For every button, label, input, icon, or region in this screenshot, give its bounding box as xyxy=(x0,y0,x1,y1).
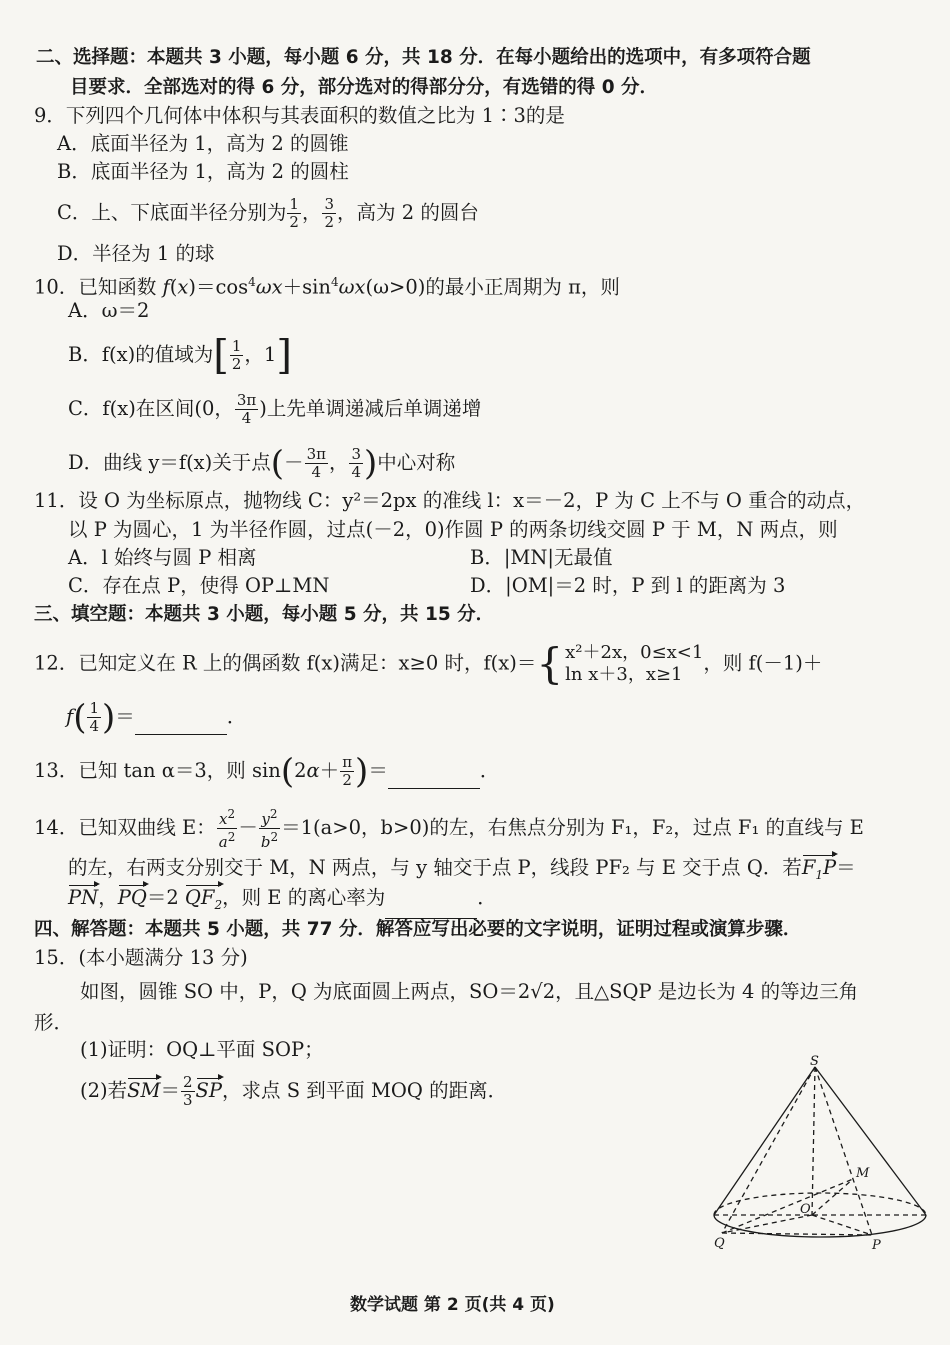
q15-stem-l2: 形． xyxy=(34,1011,74,1034)
q10-stem: 10．已知函数 $f(x)=\cos^4\omega x+\sin^4\omega x(\omega>0)$的最小正周期为 π，则 xyxy=(34,275,620,299)
base-back-arc xyxy=(714,1193,926,1215)
q14-l2-text: 的左，右两支分别交于 M，N 两点，与 y 轴交于点 P，线段 PF₂ 与 E 交于点 Q．若 xyxy=(68,856,802,879)
q12-pre: 12．已知定义在 R 上的偶函数 f(x)满足：x≥0 时，f(x)＝ xyxy=(34,651,537,675)
generator-right xyxy=(815,1067,926,1215)
q13-answer-blank[interactable] xyxy=(388,768,480,789)
q14-l1-post: ＝1(a>0，b>0)的左，右焦点分别为 F₁，F₂，过点 F₁ 的直线与 E xyxy=(281,816,864,839)
q9-stem: 9．下列四个几何体中体积与其表面积的数值之比为 1∶3的是 xyxy=(34,104,565,127)
seg-om xyxy=(812,1179,853,1215)
q10-option-b: B．f(x)的值域为[ $\frac{1}{2}$ ，1] xyxy=(68,332,292,379)
label-o: O xyxy=(800,1202,811,1217)
q14-stem-l2: 的左，右两支分别交于 M，N 两点，与 y 轴交于点 P，线段 PF₂ 与 E 交于点 Q．若$F_1P=$ xyxy=(68,854,856,889)
cone-figure xyxy=(700,1055,940,1255)
q9-option-a: A．底面半径为 1，高为 2 的圆锥 xyxy=(57,132,349,155)
q11-option-b: B．|MN|无最值 xyxy=(470,546,613,569)
page-footer: 数学试题 第 2 页(共 4 页) xyxy=(350,1295,555,1315)
q14-stem-l1: 14．已知双曲线 E： $\frac{x^2}{a^2}$ － $\frac{y^2}{b^2}$ ＝1(a>0，b>0)的左，右焦点分别为 F₁，F₂，过点 F₁ 的直线与 E xyxy=(34,807,864,851)
edge-sp xyxy=(815,1067,872,1235)
q12-case2: ln x＋3，x≥1 xyxy=(565,664,683,685)
label-q: Q xyxy=(714,1236,725,1251)
q9-c-text: C．上、下底面半径分别为 xyxy=(57,201,287,224)
q10-c-text: C．f(x)在区间(0， xyxy=(68,397,234,420)
q9-option-b: B．底面半径为 1，高为 2 的圆柱 xyxy=(57,160,349,183)
q14-l3-post: ，则 E 的离心率为 xyxy=(222,886,386,909)
q9-option-d: D．半径为 1 的球 xyxy=(57,242,215,265)
q13-pre: 13．已知 tan α＝3，则 sin xyxy=(34,759,281,782)
q15-p2-post: ，求点 S 到平面 MOQ 的距离． xyxy=(222,1079,508,1102)
q11-option-a: A．l 始终与圆 P 相离 xyxy=(68,546,257,569)
q10-stem-post: (ω>0)的最小正周期为 π，则 xyxy=(365,275,620,299)
q12-post: ，则 f(－1)＋ xyxy=(703,651,823,675)
seg-op xyxy=(812,1215,872,1235)
q14-stem-l3: PN，PQ＝2 $QF_2$，则 E 的离心率为 ． xyxy=(68,884,497,919)
q10-option-a: A．ω＝2 xyxy=(68,299,150,322)
q10-option-d: D．曲线 y＝f(x)关于点(－ $\frac{3\pi}{4}$ ， $\frac{3}{4}$ )中心对称 xyxy=(68,443,456,484)
base-front-arc xyxy=(714,1215,926,1237)
q9-option-c: C．上、下底面半径分别为 $\frac{1}{2}$ ， $\frac{3}{2}$ ，高为 2 的圆台 xyxy=(57,195,479,231)
seg-oq xyxy=(722,1215,812,1233)
q15-title: 15．(本小题满分 13 分) xyxy=(34,946,248,969)
section2-heading: 二、选择题：本题共 3 小题，每小题 6 分，共 18 分．在每小题给出的选项中，有多项符合题 xyxy=(36,47,811,68)
q15-stem-l1: 如图，圆锥 SO 中，P，Q 为底面圆上两点，SO＝2√2，且△SQP 是边长为 4 的等边三角 xyxy=(80,980,859,1003)
q10-d-tail: 中心对称 xyxy=(377,451,456,474)
q11-stem-l1: 11．设 O 为坐标原点，抛物线 C：y²＝2px 的准线 l：x＝－2，P 为 C 上不与 O 重合的动点， xyxy=(34,489,866,512)
section2-heading-cont: 目要求．全部选对的得 6 分，部分选对的得部分分，有选错的得 0 分． xyxy=(70,77,659,98)
q10-c-tail: )上先单调递减后单调递增 xyxy=(259,397,482,420)
q12-stem: 12．已知定义在 R 上的偶函数 f(x)满足：x≥0 时，f(x)＝{ x²＋2x，0≤x<1 ln x＋3，x≥1 ，则 f(－1)＋ xyxy=(34,639,823,688)
q11-option-c: C．存在点 P，使得 OP⊥MN xyxy=(68,574,330,597)
seg-qm xyxy=(722,1179,853,1233)
q12-answer-blank[interactable] xyxy=(135,714,227,735)
q10-b-text: B．f(x)的值域为 xyxy=(68,343,214,366)
q11-option-d: D．|OM|＝2 时，P 到 l 的距离为 3 xyxy=(470,574,786,597)
q15-part1: (1)证明：OQ⊥平面 SOP； xyxy=(80,1038,324,1061)
label-p: P xyxy=(872,1238,881,1253)
section4-heading: 四、解答题：本题共 5 小题，共 77 分．解答应写出必要的文字说明，证明过程或演算步骤． xyxy=(34,919,802,940)
edge-qp xyxy=(722,1233,872,1235)
q9-c-tail: ，高为 2 的圆台 xyxy=(337,201,479,224)
q10-stem-pre: 10．已知函数 xyxy=(34,275,163,299)
q10-option-c: C．f(x)在区间(0， $\frac{3\pi}{4}$ )上先单调递减后单调递增 xyxy=(68,391,482,427)
section3-heading: 三、填空题：本题共 3 小题，每小题 5 分，共 15 分． xyxy=(34,604,495,625)
q13-stem: 13．已知 tan α＝3，则 sin(2α＋ $\frac{\pi}{2}$ )＝ ． xyxy=(34,751,500,792)
q11-stem-l2: 以 P 为圆心，1 为半径作圆，过点(－2，0)作圆 P 的两条切线交圆 P 于 M，N 两点，则 xyxy=(68,518,838,541)
label-s: S xyxy=(810,1055,819,1069)
q12-case1: x²＋2x，0≤x<1 xyxy=(565,642,704,663)
label-m: M xyxy=(856,1166,870,1181)
q10-d-text: D．曲线 y＝f(x)关于点 xyxy=(68,451,271,474)
q15-part2: (2)若SM＝ $\frac{2}{3}$ SP，求点 S 到平面 MOQ 的距离． xyxy=(80,1073,508,1109)
q14-l1-pre: 14．已知双曲线 E： xyxy=(34,816,216,839)
q12-stem-cont: f( $\frac{1}{4}$ )＝ ． xyxy=(66,697,247,738)
